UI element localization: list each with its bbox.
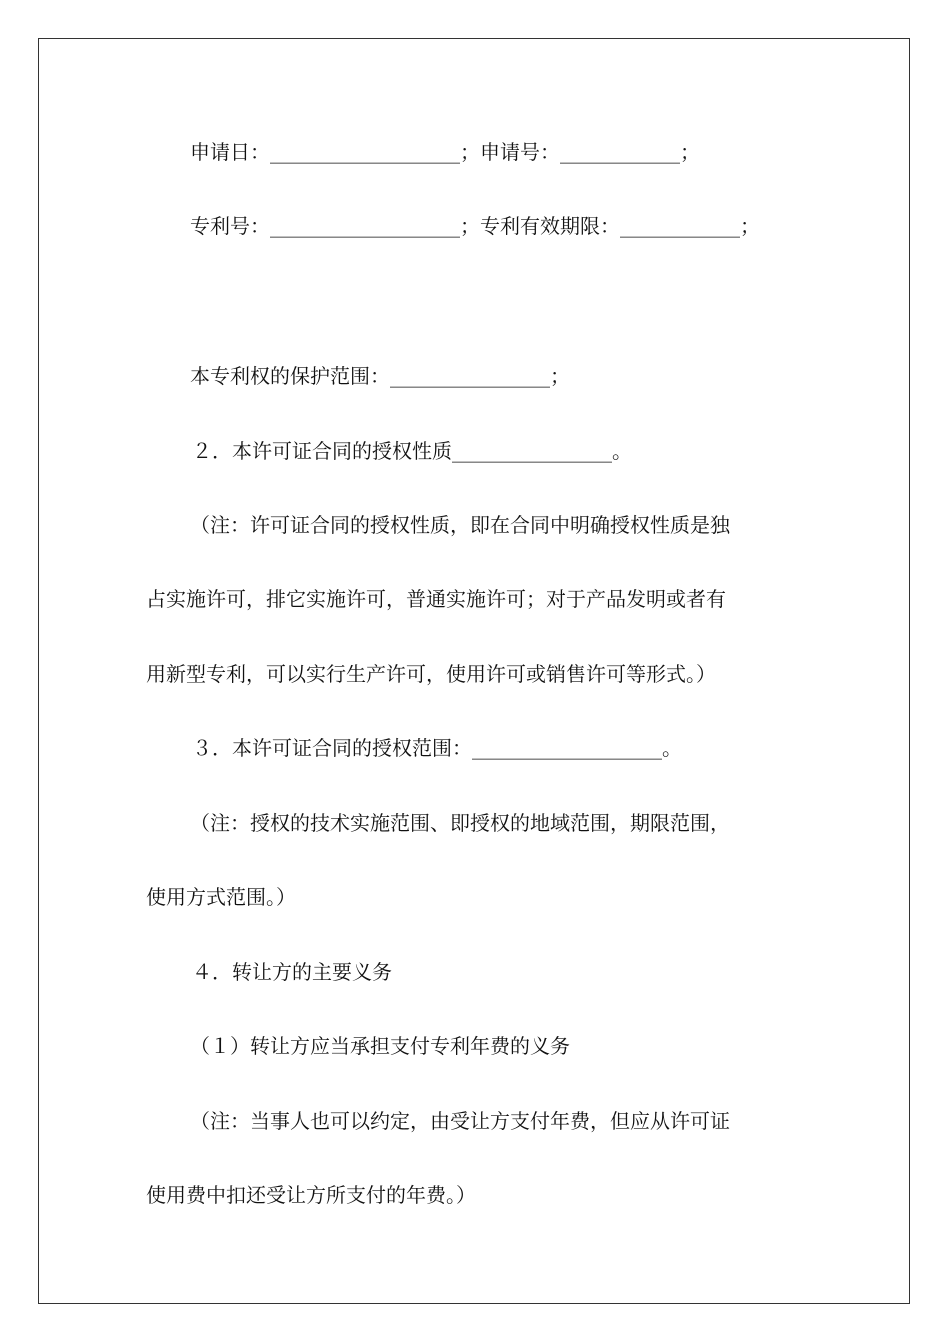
clause-3-authorization-scope: ３．本许可证合同的授权范围：___________________。	[192, 736, 682, 760]
clause-2-authorization-nature: ２．本许可证合同的授权性质________________。	[192, 439, 632, 463]
note-2-line-2: 占实施许可，排它实施许可，普通实施许可；对于产品发明或者有	[146, 587, 726, 611]
note-3-line-2: 使用方式范围。）	[146, 885, 296, 909]
application-date-number-line: 申请日：___________________；申请号：____________；	[190, 140, 700, 164]
clause-4-1-annual-fee: （１）转让方应当承担支付专利年费的义务	[190, 1034, 570, 1058]
note-3-line-1: （注：授权的技术实施范围、即授权的地域范围，期限范围，	[190, 811, 730, 835]
clause-4-licensor-obligations: ４．转让方的主要义务	[192, 960, 392, 984]
note-4-line-1: （注：当事人也可以约定，由受让方支付年费，但应从许可证	[190, 1109, 730, 1133]
note-4-line-2: 使用费中扣还受让方所支付的年费。）	[146, 1183, 476, 1207]
patent-number-validity-line: 专利号：___________________；专利有效期限：____________；	[190, 214, 760, 238]
note-2-line-3: 用新型专利，可以实行生产许可，使用许可或销售许可等形式。）	[146, 662, 716, 686]
note-2-line-1: （注：许可证合同的授权性质，即在合同中明确授权性质是独	[190, 513, 730, 537]
protection-scope-line: 本专利权的保护范围：________________；	[190, 364, 570, 388]
